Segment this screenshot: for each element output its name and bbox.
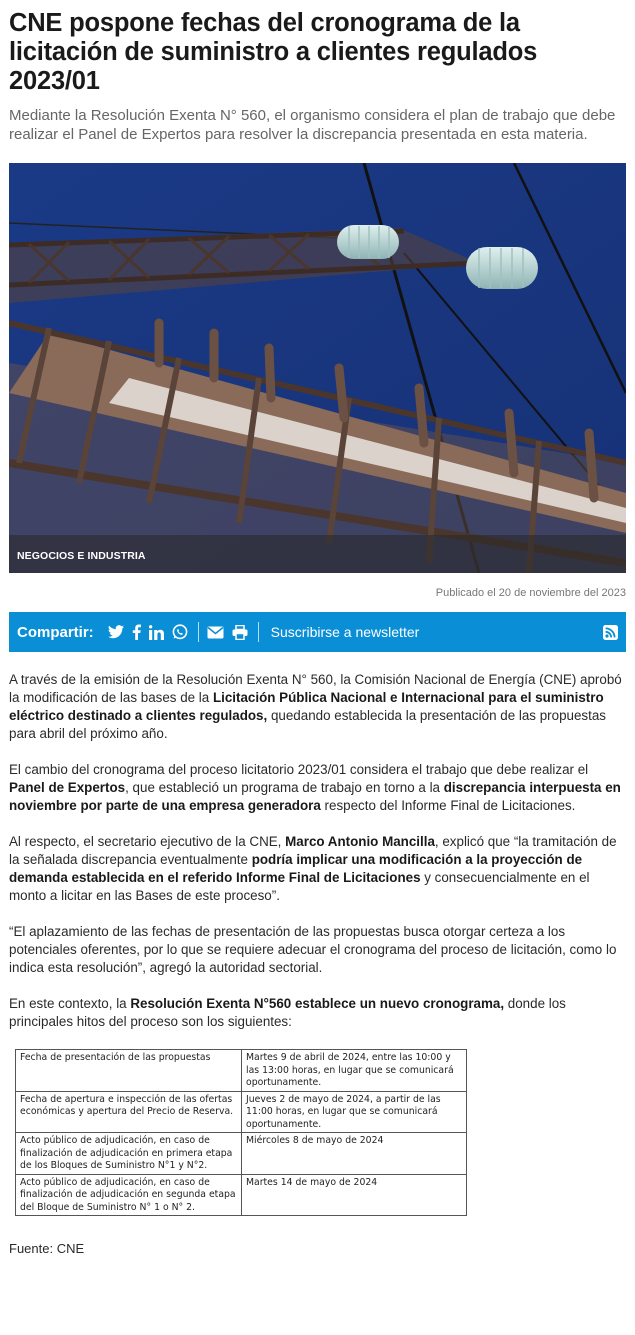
category-label[interactable]: NEGOCIOS E INDUSTRIA: [17, 550, 146, 562]
rss-icon[interactable]: [603, 625, 618, 640]
share-bar: [9, 612, 626, 652]
table-row: [16, 1133, 467, 1175]
article-body: [9, 671, 626, 1258]
published-date: Publicado el 20 de noviembre del 2023: [435, 587, 626, 599]
schedule-table: [15, 1049, 467, 1216]
milestone-cell: Acto público de adjudicación, en caso de finalización de adjudicación en primera etapa de los Bloques de Suministro N°1 y N°2.: [16, 1133, 242, 1175]
table-row: [16, 1050, 467, 1092]
date-cell: Martes 14 de mayo de 2024: [242, 1174, 467, 1216]
paragraph-5: En este contexto, la Resolución Exenta N°560 establece un nuevo cronograma, donde los principales hitos del proceso son los siguientes:: [9, 996, 566, 1029]
share-divider-2: [258, 622, 259, 642]
date-cell: Miércoles 8 de mayo de 2024: [242, 1133, 467, 1175]
milestone-cell: Acto público de adjudicación, en caso de finalización de adjudicación en segunda etapa del Bloque de Suministro N° 1 o N° 2.: [16, 1174, 242, 1216]
date-cell: Jueves 2 de mayo de 2024, a partir de las 11:00 horas, en lugar que se comunicará oportunamente.: [242, 1091, 467, 1133]
twitter-icon[interactable]: [108, 625, 124, 639]
milestone-cell: Fecha de apertura e inspección de las ofertas económicas y apertura del Precio de Reserva.: [16, 1091, 242, 1133]
paragraph-3: Al respecto, el secretario ejecutivo de la CNE, Marco Antonio Mancilla, explicó que “la tramitación de la señalada discrepancia eventualmente podría implicar una modificación a la proyección de demanda establecida en el referido Informe Final de Licitaciones y consecuencialmente en el monto a licitar en las Bases de este proceso”.: [9, 834, 617, 903]
power-tower-photo: [9, 163, 626, 573]
article-source: Fuente: CNE: [9, 1241, 85, 1256]
newsletter-link[interactable]: Suscribirse a newsletter: [270, 624, 420, 640]
paragraph-4: “El aplazamiento de las fechas de presentación de las propuestas busca otorgar certeza a los potenciales oferentes, por lo que se requiere adecuar el cronograma del proceso de licitación, como lo indica esta resolución”, agregó la autoridad sectorial.: [9, 924, 617, 975]
whatsapp-icon[interactable]: [172, 624, 188, 640]
email-icon[interactable]: [207, 626, 224, 639]
article-title: CNE pospone fechas del cronograma de la licitación de suministro a clientes regulados 2023/01: [9, 9, 538, 95]
share-divider: [198, 622, 199, 642]
facebook-icon[interactable]: [132, 624, 141, 640]
paragraph-2: El cambio del cronograma del proceso licitatorio 2023/01 considera el trabajo que debe realizar el Panel de Expertos, que estableció un programa de trabajo en torno a la discrepancia interpuesta en noviembre por parte de una empresa generadora respecto del Informe Final de Licitaciones.: [9, 762, 621, 813]
share-title: Compartir:: [17, 623, 94, 641]
print-icon[interactable]: [232, 625, 248, 640]
table-row: [16, 1091, 467, 1133]
hero-image: [9, 163, 626, 573]
article-lead: Mediante la Resolución Exenta N° 560, el organismo considera el plan de trabajo que debe realizar el Panel de Expertos para resolver la discrepancia presentada en esta materia.: [9, 107, 616, 143]
paragraph-1: A través de la emisión de la Resolución Exenta N° 560, la Comisión Nacional de Energía (CNE) aprobó la modificación de las bases de la Licitación Pública Nacional e Internacional para el suministro eléctrico destinado a clientes regulados, quedando establecida la presentación de las propuestas para abril del próximo año.: [9, 672, 622, 741]
table-row: [16, 1174, 467, 1216]
milestone-cell: Fecha de presentación de las propuestas: [16, 1050, 242, 1092]
linkedin-icon[interactable]: [149, 625, 164, 640]
date-cell: Martes 9 de abril de 2024, entre las 10:00 y las 13:00 horas, en lugar que se comunicará oportunamente.: [242, 1050, 467, 1092]
